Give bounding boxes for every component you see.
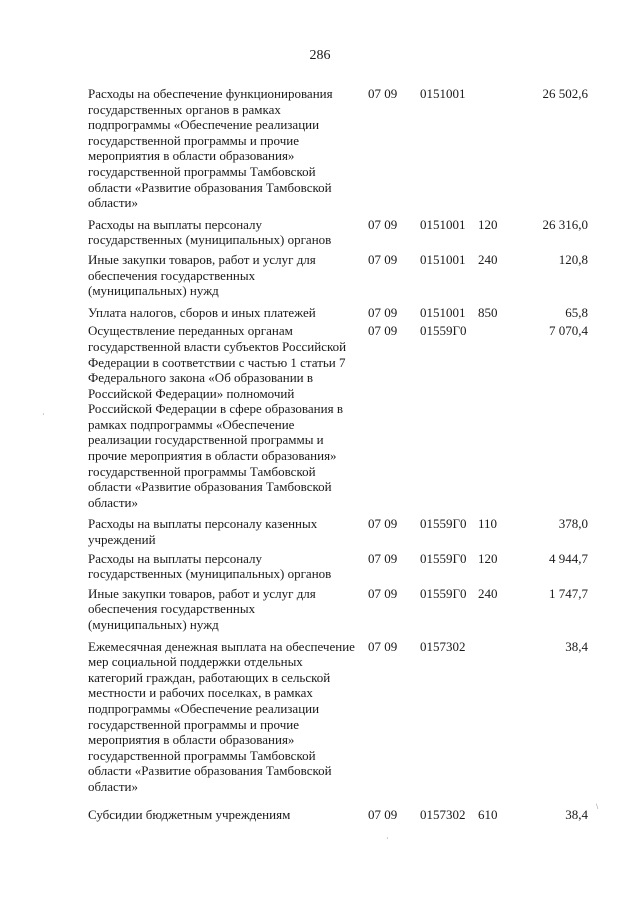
row-section: 07 09 <box>368 516 398 532</box>
row-amount: 7 070,4 <box>549 323 588 339</box>
row-name: Иные закупки товаров, работ и услуг для обеспечения государственных (муниципальных) нужд <box>88 251 316 299</box>
row-type: 240 <box>478 585 498 601</box>
row-section: 07 09 <box>368 251 398 267</box>
row-target: 01559Г0 <box>420 585 467 601</box>
row-amount: 1 747,7 <box>549 585 588 601</box>
row-name: Ежемесячная денежная выплата на обеспечение мер социальной поддержки отдельных категорий граждан, работающих в сельской местности и рабочих поселках, в рамках подпрограммы «Обеспечение реализации государственной программы и прочие мероприятия в области образования» государственной программы Тамбовской области «Развитие образования Тамбовской области» <box>88 638 355 794</box>
row-type: 120 <box>478 550 498 566</box>
row-name: Субсидии бюджетным учреждениям <box>88 806 291 822</box>
row-section: 07 09 <box>368 550 398 566</box>
scan-speck: \ <box>596 802 599 811</box>
row-name: Расходы на выплаты персоналу казенных учреждений <box>88 516 318 548</box>
row-amount: 38,4 <box>565 806 588 822</box>
row-name: Иные закупки товаров, работ и услуг для обеспечения государственных (муниципальных) нужд <box>88 585 316 632</box>
table-row <box>88 516 588 547</box>
row-name: Расходы на обеспечение функционирования государственных органов в рамках подпрограммы «Обеспечение реализации государственной программы и прочие мероприятия в области образования» государственной программы Тамбовской области «Развитие образования Тамбовской области» <box>88 86 333 211</box>
scan-speck: · <box>42 410 45 419</box>
row-name: Уплата налогов, сборов и иных платежей <box>88 304 316 320</box>
budget-table <box>88 86 588 822</box>
row-type: 610 <box>478 806 498 822</box>
row-section: 07 09 <box>368 86 398 101</box>
row-target: 01559Г0 <box>420 550 467 566</box>
table-row <box>88 86 588 211</box>
table-row <box>88 252 588 299</box>
table-row <box>88 551 588 582</box>
row-amount: 378,0 <box>558 516 588 532</box>
row-target: 0157302 <box>420 806 466 822</box>
row-section: 07 09 <box>368 638 398 654</box>
row-amount: 38,4 <box>565 638 588 654</box>
table-row <box>88 586 588 633</box>
row-target: 0151001 <box>420 251 466 267</box>
row-section: 07 09 <box>368 216 398 232</box>
row-target: 01559Г0 <box>420 516 467 532</box>
table-row <box>88 807 588 823</box>
page-number: 286 <box>309 48 331 63</box>
row-section: 07 09 <box>368 323 398 339</box>
row-section: 07 09 <box>368 304 398 320</box>
row-target: 0151001 <box>420 216 466 232</box>
row-type: 120 <box>478 216 498 232</box>
row-target: 0157302 <box>420 638 466 654</box>
row-section: 07 09 <box>368 806 398 822</box>
row-amount: 4 944,7 <box>549 550 588 566</box>
row-name: Осуществление переданных органам государственной власти субъектов Российской Федерации в соответствии с частью 1 статьи 7 Федерального закона «Об образовании в Российской Федерации» полномочий Российской Федерации в сфере образования в рамках подпрограммы «Обеспечение реализации государственной программы и прочие мероприятия в области образования» государственной программы Тамбовской области «Развитие образования Тамбовской области» <box>88 323 347 510</box>
table-row <box>88 323 588 510</box>
row-type: 850 <box>478 304 498 320</box>
row-target: 01559Г0 <box>420 323 467 339</box>
row-amount: 120,8 <box>558 251 588 267</box>
row-section: 07 09 <box>368 585 398 601</box>
row-amount: 65,8 <box>565 304 588 320</box>
table-row <box>88 305 588 321</box>
scan-speck: · <box>386 834 389 843</box>
row-name: Расходы на выплаты персоналу государственных (муниципальных) органов <box>88 550 332 582</box>
row-type: 240 <box>478 251 498 267</box>
row-name: Расходы на выплаты персоналу государственных (муниципальных) органов <box>88 216 332 248</box>
row-target: 0151001 <box>420 86 466 101</box>
table-row <box>88 217 588 248</box>
row-type: 110 <box>478 516 498 532</box>
row-amount: 26 502,6 <box>542 86 588 101</box>
row-amount: 26 316,0 <box>542 216 588 232</box>
table-row <box>88 639 588 795</box>
row-target: 0151001 <box>420 304 466 320</box>
